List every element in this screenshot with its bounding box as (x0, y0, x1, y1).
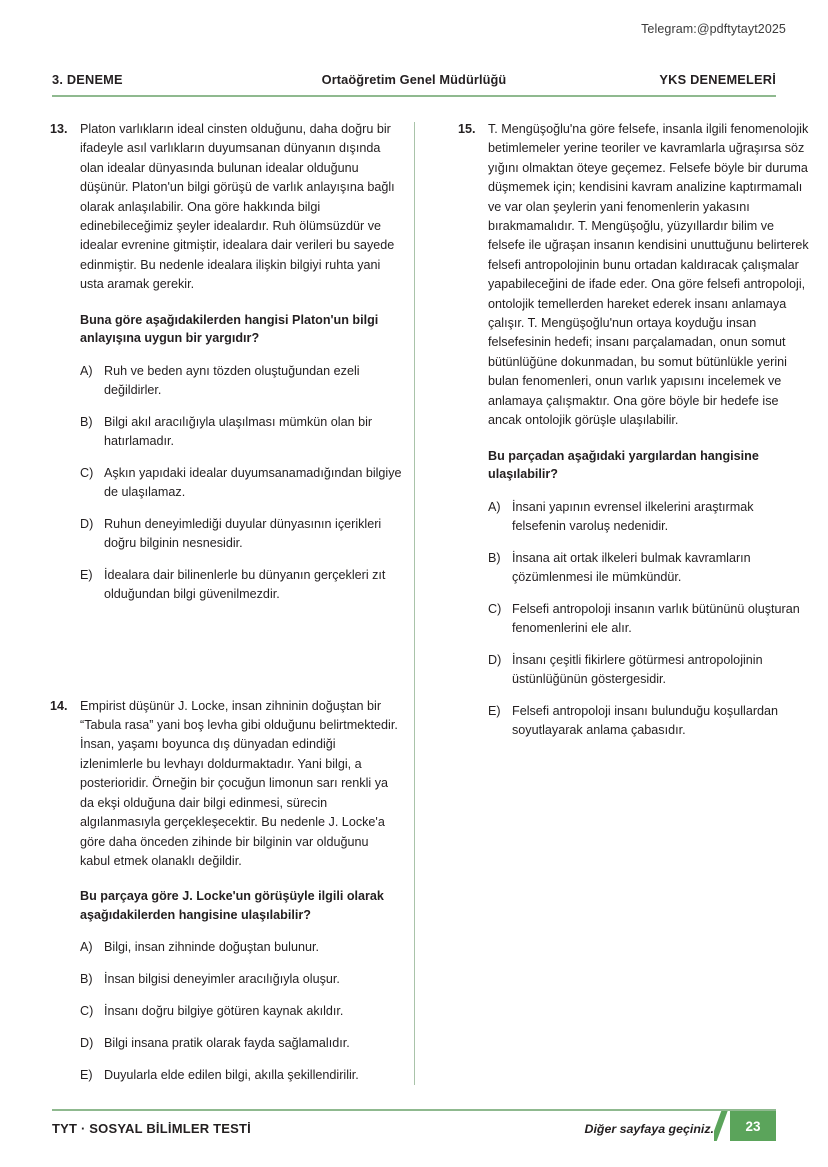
question-13 (50, 120, 402, 604)
header-exam-label: 3. DENEME (52, 72, 123, 87)
column-divider (414, 122, 415, 1085)
option-text: Felsefi antropoloji insanın varlık bütününü oluşturan fenomenlerini ele alır. (512, 601, 800, 635)
question-15 (458, 120, 810, 740)
question-14-body (50, 697, 402, 872)
question-14-option-e[interactable] (80, 1066, 402, 1085)
option-text: Felsefi antropoloji insanı bulunduğu koşullardan soyutlayarak anlama çabasıdır. (512, 703, 779, 737)
option-text: İnsan bilgisi deneyimler aracılığıyla oluşur. (104, 972, 340, 987)
option-letter: D) (80, 516, 94, 531)
question-13-number: 13. (50, 122, 68, 136)
option-text: İdealara dair bilinenlerle bu dünyanın gerçekleri zıt olduğundan bilgi güvenilmezdir. (104, 567, 386, 601)
watermark-text: Telegram:@pdftytayt2025 (641, 22, 786, 36)
left-column (50, 120, 402, 1098)
option-letter: C) (80, 465, 94, 480)
question-13-options (80, 362, 402, 604)
question-13-option-b[interactable] (80, 413, 402, 451)
option-text: Bilgi insana pratik olarak fayda sağlamalıdır. (104, 1036, 350, 1051)
question-15-prompt: Bu parçadan aşağıdaki yargılardan hangisine ulaşılabilir? (488, 448, 759, 481)
question-15-option-b[interactable] (488, 549, 810, 587)
option-letter: C) (488, 601, 502, 616)
header-divider-rule (52, 95, 776, 97)
option-text: Bilgi akıl aracılığıyla ulaşılması mümkün olan bir hatırlamadır. (104, 414, 373, 448)
option-letter: E) (488, 703, 501, 718)
header-institution-label: Ortaöğretim Genel Müdürlüğü (321, 72, 507, 87)
option-text: Bilgi, insan zihninde doğuştan bulunur. (104, 940, 319, 955)
option-text: İnsani yapının evrensel ilkelerini araştırmak felsefenin varoluş nedenidir. (512, 499, 754, 533)
question-15-option-a[interactable] (488, 498, 810, 536)
right-column (458, 120, 810, 753)
option-letter: E) (80, 567, 93, 582)
option-letter: A) (80, 363, 93, 378)
question-13-prompt: Buna göre aşağıdakilerden hangisi Platon'un bilgi anlayışına uygun bir yargıdır? (80, 312, 379, 346)
option-letter: B) (488, 550, 501, 565)
header-series-label: YKS DENEMELERİ (659, 72, 776, 87)
option-letter: D) (488, 652, 502, 667)
option-text: İnsanı doğru bilgiye götüren kaynak akıldır. (104, 1004, 344, 1019)
question-14-option-c[interactable] (80, 1002, 402, 1021)
footer-continue-note: Diğer sayfaya geçiniz. (584, 1122, 714, 1136)
question-15-number: 15. (458, 122, 476, 136)
question-15-option-e[interactable] (488, 702, 810, 740)
option-letter: A) (488, 499, 501, 514)
page-badge-slash-icon (714, 1111, 730, 1141)
option-letter: A) (80, 940, 93, 955)
question-14-prompt: Bu parçaya göre J. Locke'un görüşüyle ilgili olarak aşağıdakilerden hangisine ulaşılabilir? (80, 889, 384, 922)
question-14-option-d[interactable] (80, 1034, 402, 1053)
page-number-badge: 23 (730, 1111, 776, 1141)
question-13-passage: Platon varlıkların ideal cinsten olduğunu, daha doğru bir ifadeyle asıl varlıkların duyumsanan dünyanın dışında olan idealar dünyasında bulunan idealar olduğunu düşünür. Platon'un bilgi görüşü de varlık anlayışına bağlı olarak anlaşılabilir. Ona göre hakkında bilgi edinebileceğimiz şeyler idealardır. Ruh ölümsüzdür ve idealar evrenine gitmiştir, idealara dair verileri bu sayede edinmiştir. Bu nedenle idealara ilişkin bilgiyi ruhta yani usta aramak gerekir. (80, 122, 395, 292)
question-15-body (458, 120, 810, 431)
footer-divider-rule (52, 1109, 776, 1111)
option-text: Aşkın yapıdaki idealar duyumsanamadığından bilgiye de ulaşılamaz. (104, 465, 402, 499)
option-letter: B) (80, 414, 93, 429)
question-14-option-a[interactable] (80, 938, 402, 957)
option-letter: B) (80, 972, 93, 987)
option-text: Ruh ve beden aynı tözden oluştuğundan ezeli değildirler. (104, 363, 360, 397)
option-letter: D) (80, 1036, 94, 1051)
option-text: İnsana ait ortak ilkeleri bulmak kavramların çözümlenmesi ile mümkündür. (512, 550, 751, 584)
question-15-options (488, 498, 810, 740)
question-13-option-a[interactable] (80, 362, 402, 400)
option-text: İnsanı çeşitli fikirlere götürmesi antropolojinin üstünlüğünün göstergesidir. (512, 652, 763, 686)
page-footer (52, 1117, 776, 1147)
option-text: Ruhun deneyimlediği duyular dünyasının içerikleri doğru bilginin nesnesidir. (104, 516, 382, 550)
question-15-option-c[interactable] (488, 600, 810, 638)
question-15-passage: T. Mengüşoğlu'na göre felsefe, insanla ilgili fenomenolojik betimlemeler yerine teoriler ve kavramlarla uğraşırsa söz yığını olmaktan öteye geçemez. Felsefe böyle bir duruma düşmemek için; kendisini kavram analizine kaptırmamalı ve var olan şeylerin yani fenomenlerin yakasını bırakmamalıdır. T. Mengüşoğlu, yüzyıllardır bilim ve felsefe ile uğraşan insanın kendisini unuttuğunu belirterek felsefi antropolojinin bunu ortadan kaldıracak çalışmalar yapabileceğini de ifade eder. Ona göre felsefi antropoloji, ontolojik temellerden hareket ederek insanı anlamaya çalışır. T. Mengüşoğlu'nun ortaya koyduğu insan felsefesinin hedefi; insanı parçalamadan, onun somut bütünlüğüne dokunmadan, bu somut bütünlükle yerini bulan fenomenleri, onun varlık yapısını incelemek ve anlamaya çalışmaktır. Ona göre böyle bir hedefe ise ancak ontolojik görüşle ulaşılabilir. (488, 122, 809, 428)
question-14-option-b[interactable] (80, 970, 402, 989)
question-13-option-d[interactable] (80, 515, 402, 553)
question-14-passage: Empirist düşünür J. Locke, insan zihninin doğuştan bir “Tabula rasa” yani boş levha gibi olduğunu belirtmektedir. İnsan, yaşamı boyunca dış dünyadan edindiği izlenimlerle bu levhayı doldurmaktadır. Yani bilgi, a posterioridir. Örneğin bir çocuğun limonun sarı renkli ya da ekşi olduğuna dair bilgi edinmesi, sürecin algılanmasıyla gerçekleşecektir. Bu nedenle J. Locke'a göre daha önceden zihinde bir bilginin var olduğunu kabul etmek olanaklı değildir. (80, 698, 398, 868)
option-letter: E) (80, 1068, 93, 1083)
question-13-option-c[interactable] (80, 464, 402, 502)
question-gap (50, 617, 402, 697)
question-14-options (80, 938, 402, 1085)
option-letter: C) (80, 1004, 94, 1019)
question-14 (50, 697, 402, 1086)
footer-test-name: TYT · SOSYAL BİLİMLER TESTİ (52, 1121, 251, 1136)
question-15-option-d[interactable] (488, 651, 810, 689)
option-text: Duyularla elde edilen bilgi, akılla şekillendirilir. (104, 1068, 359, 1083)
question-13-option-e[interactable] (80, 566, 402, 604)
question-14-number: 14. (50, 698, 68, 713)
question-13-body (50, 120, 402, 295)
